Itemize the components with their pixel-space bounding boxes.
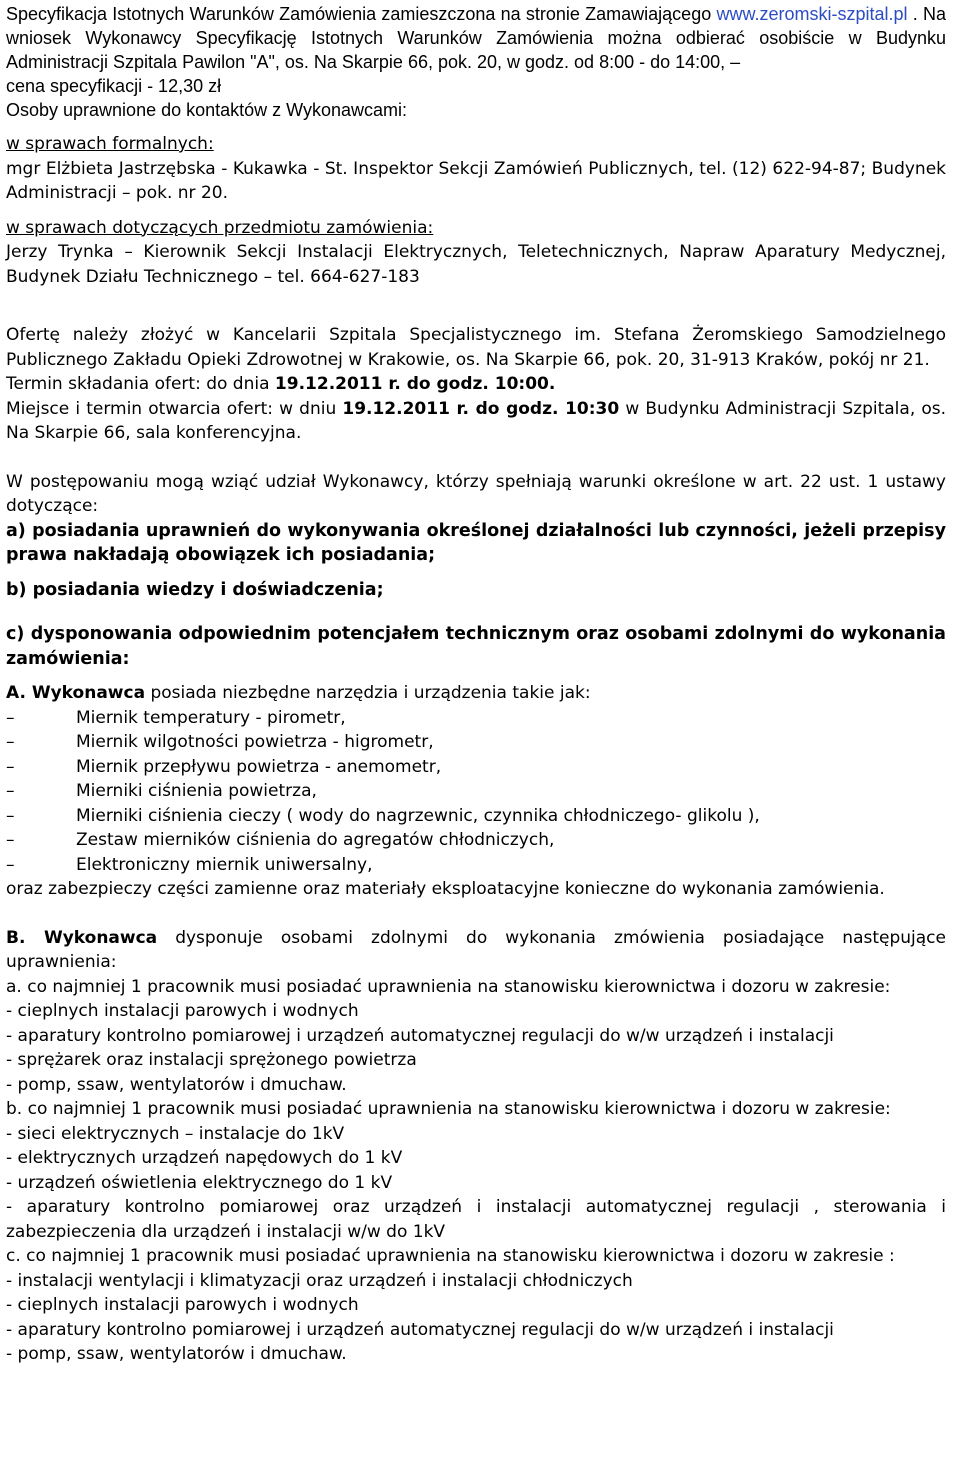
section-b-line: - elektrycznych urządzeń napędowych do 1 kV (6, 1148, 403, 1168)
section-b-line: a. co najmniej 1 pracownik musi posiadać uprawnienia na stanowisku kierownictwa i dozoru w zakresie: (6, 976, 891, 997)
list-item-text: Mierniki ciśnienia powietrza, (76, 781, 317, 801)
offer-place: Ofertę należy złożyć w Kancelarii Szpitala Specjalistycznego im. Stefana Żeromskiego Samodzielnego Publicznego Zakładu Opieki Zdrowotnej w Krakowie, os. Na Skarpie 66, pok. 20, 31-913 Kraków, pokój nr 21. (6, 325, 946, 370)
list-item-text: Mierniki ciśnienia cieczy ( wody do nagrzewnic, czynnika chłodniczego- glikolu ), (76, 805, 760, 826)
section-b-line: c. co najmniej 1 pracownik musi posiadać uprawnienia na stanowisku kierownictwa i dozoru w zakresie : (6, 1246, 895, 1266)
opening-place: w Budynku Administracji Szpitala, os. Na Skarpie 66, sala konferencyjna. (6, 398, 947, 443)
section-b-line: - cieplnych instalacji parowych i wodnych (6, 1295, 359, 1315)
section-b-line: - sieci elektrycznych – instalacje do 1kV (6, 1123, 345, 1144)
list-item (6, 779, 946, 804)
list-item-text: Elektroniczny miernik uniwersalny, (76, 854, 373, 875)
list-item-text: Miernik przepływu powietrza - anemometr, (76, 756, 442, 777)
section-b-line: - aparatury kontrolno pomiarowej i urządzeń automatycznej regulacji do w/w urządzeń i instalacji (6, 1319, 834, 1340)
section-a-footer: oraz zabezpieczy części zamienne oraz materiały eksploatacyjne konieczne do wykonania zamówienia. (6, 879, 885, 899)
section-b-line: - pomp, ssaw, wentylatorów i dmuchaw. (6, 1074, 347, 1095)
formal-contact: mgr Elżbieta Jastrzębska - Kukawka - St. Inspektor Sekcji Zamówień Publicznych, tel. (12) 622-94-87; Budynek Administracji – pok. nr 20. (6, 158, 946, 203)
contacts-heading: Osoby uprawnione do kontaktów z Wykonawcami: (6, 100, 408, 120)
tools-list (6, 706, 946, 878)
dash-icon: – (6, 707, 15, 728)
section-b-line: b. co najmniej 1 pracownik musi posiadać uprawnienia na stanowisku kierownictwa i dozoru w zakresie: (6, 1099, 891, 1119)
section-b-line: - aparatury kontrolno pomiarowej oraz urządzeń i instalacji automatycznej regulacji , sterowania i zabezpieczenia dla urządzeń i instalacji w/w do 1kV (6, 1197, 946, 1242)
list-item (6, 828, 946, 853)
section-b-line: - aparatury kontrolno pomiarowej i urządzeń automatycznej regulacji do w/w urządzeń i instalacji (6, 1025, 834, 1046)
list-item (6, 730, 946, 755)
list-item (6, 804, 946, 829)
list-item (6, 706, 946, 731)
section-b-line: - instalacji wentylacji i klimatyzacji oraz urządzeń i instalacji chłodniczych (6, 1270, 633, 1291)
list-item-text: Zestaw mierników ciśnienia do agregatów chłodniczych, (76, 830, 555, 850)
opening-label: Miejsce i termin otwarcia ofert: w dniu (6, 398, 343, 419)
list-item (6, 853, 946, 878)
intro-text: Specyfikacja Istotnych Warunków Zamówienia zamieszczona na stronie Zamawiającego (6, 4, 717, 24)
dash-icon: – (6, 781, 15, 801)
section-b-line: - urządzeń oświetlenia elektrycznego do 1 kV (6, 1172, 393, 1193)
subject-heading: w sprawach dotyczących przedmiotu zamówienia: (6, 217, 434, 238)
offer-deadline (6, 372, 946, 397)
formal-heading: w sprawach formalnych: (6, 134, 214, 154)
section-a-heading (6, 681, 946, 706)
section-b-label: B. Wykonawca (6, 927, 158, 948)
conditions-intro: W postępowaniu mogą wziąć udział Wykonawcy, którzy spełniają warunki określone w art. 22 ust. 1 ustawy dotyczące: (6, 471, 946, 516)
deadline-value: 19.12.2011 r. do godz. 10:00. (274, 374, 556, 394)
opening-value: 19.12.2011 r. do godz. 10:30 (342, 398, 620, 419)
section-b-line: - sprężarek oraz instalacji sprężonego powietrza (6, 1050, 417, 1070)
deadline-label: Termin składania ofert: do dnia (6, 374, 275, 394)
dash-icon: – (6, 805, 15, 826)
section-b-text: dysponuje osobami zdolnymi do wykonania zmówienia posiadające następujące uprawnienia: (6, 927, 946, 972)
section-b-heading (6, 926, 946, 975)
price-text: cena specyfikacji - 12,30 zł (6, 76, 222, 96)
pickup-text: Na wniosek Wykonawcy Specyfikację Istotnych Warunków Zamówienia można odbierać osobiście w Budynku Administracji Szpitala Pawilon "A", os. Na Skarpie 66, pok. 20, w godz. od 8:00 - do 14:00, – (6, 4, 946, 72)
intro-text-end: . (907, 4, 918, 24)
condition-b: b) posiadania wiedzy i doświadczenia; (6, 579, 384, 600)
section-a-label: A. Wykonawca (6, 683, 146, 703)
subject-contact: Jerzy Trynka – Kierownik Sekcji Instalacji Elektrycznych, Teletechnicznych, Napraw Aparatury Medycznej, Budynek Działu Technicznego – tel. 664-627-183 (6, 242, 946, 287)
list-item (6, 755, 946, 780)
dash-icon: – (6, 854, 15, 875)
condition-a: a) posiadania uprawnień do wykonywania określonej działalności lub czynności, jeżeli przepisy prawa nakładają obowiązek ich posiadania; (6, 520, 946, 565)
dash-icon: – (6, 756, 15, 777)
list-item-text: Miernik temperatury - pirometr, (76, 707, 346, 728)
dash-icon: – (6, 732, 15, 752)
section-a-text: posiada niezbędne narzędzia i urządzenia takie jak: (145, 683, 591, 703)
dash-icon: – (6, 830, 15, 850)
website-link[interactable]: www.zeromski-szpital.pl (716, 4, 908, 24)
list-item-text: Miernik wilgotności powietrza - higrometr, (76, 732, 434, 752)
intro-paragraph (6, 2, 946, 74)
offer-opening (6, 397, 946, 446)
section-b-line: - cieplnych instalacji parowych i wodnych (6, 1001, 359, 1021)
section-b-line: - pomp, ssaw, wentylatorów i dmuchaw. (6, 1344, 347, 1364)
condition-c: c) dysponowania odpowiednim potencjałem technicznym oraz osobami zdolnymi do wykonania zamówienia: (6, 624, 946, 669)
